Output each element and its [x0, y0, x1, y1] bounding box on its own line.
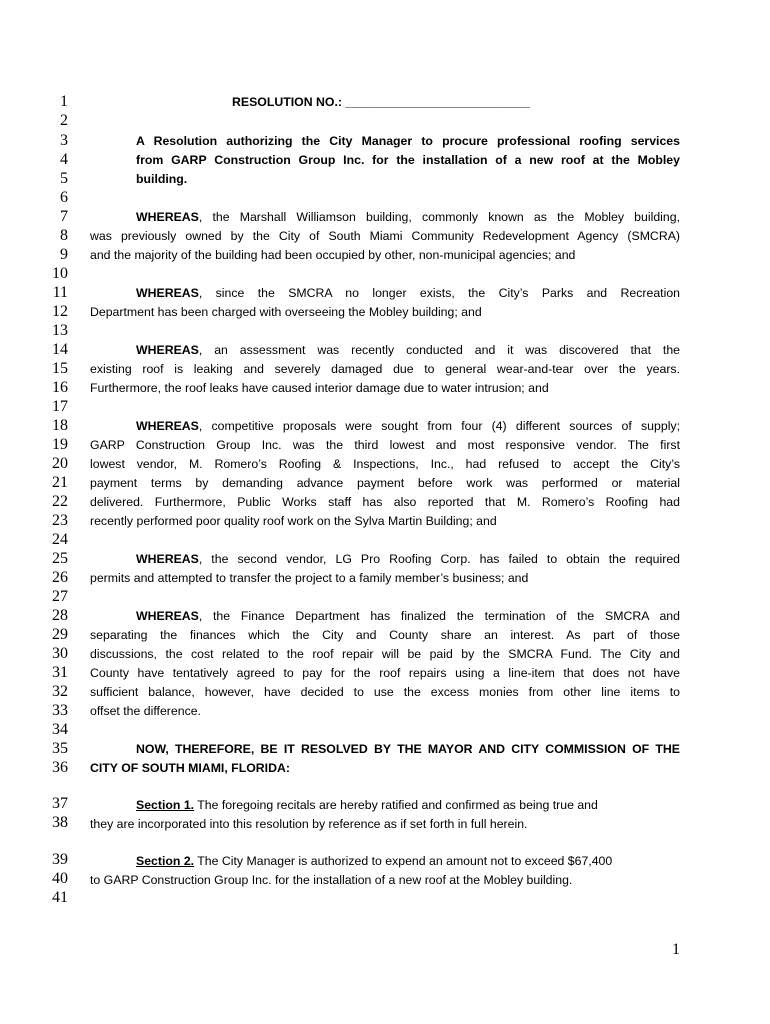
line-number: 4 [60, 151, 68, 168]
recital-line: recently performed poor quality roof work on the Sylva Martin Building; and [90, 514, 497, 528]
whereas-label: WHEREAS [136, 609, 199, 623]
line-number: 15 [52, 360, 68, 377]
recital-text: , an assessment was recently conducted and it was discovered that the [198, 343, 680, 357]
line-number: 23 [52, 512, 68, 529]
line-number: 38 [52, 814, 68, 831]
recital-line: payment terms by demanding advance payment before work was performed or material [90, 476, 680, 490]
line-number: 18 [52, 417, 68, 434]
recital-text: , the Finance Department has finalized the termination of the SMCRA and [198, 609, 680, 623]
page-number: 1 [672, 941, 680, 958]
line-number: 37 [52, 795, 68, 812]
section-1-label: Section 1. [136, 798, 195, 812]
line-number: 31 [52, 664, 68, 681]
caption-line: building. [136, 172, 188, 186]
recital-line: permits and attempted to transfer the project to a family member’s business; and [90, 571, 529, 585]
recital-line [136, 417, 680, 436]
resolution-title: RESOLUTION NO.: ___________________________ [232, 95, 531, 109]
section-line [136, 796, 680, 815]
section-text: The City Manager is authorized to expend an amount not to exceed $67,400 [194, 854, 613, 868]
recital-text: , the second vendor, LG Pro Roofing Corp. has failed to obtain the required [198, 552, 680, 566]
recital-text: , competitive proposals were sought from four (4) different sources of supply; [198, 419, 680, 433]
caption-line: from GARP Construction Group Inc. for the installation of a new roof at the Mobley [136, 153, 680, 167]
line-number: 14 [52, 341, 68, 358]
recital-line: GARP Construction Group Inc. was the third lowest and most responsive vendor. The first [90, 438, 680, 452]
recital-line: discussions, the cost related to the roof repair will be paid by the SMCRA Fund. The City and [90, 647, 680, 661]
line-number: 26 [52, 569, 68, 586]
recital-line: separating the finances which the City and County share an interest. As part of those [90, 628, 680, 642]
section-line: they are incorporated into this resolution by reference as if set forth in full herein. [90, 817, 528, 831]
line-number: 36 [52, 759, 68, 776]
line-number: 5 [60, 170, 68, 187]
section-text: The foregoing recitals are hereby ratified and confirmed as being true and [194, 798, 598, 812]
line-number: 39 [52, 851, 68, 868]
line-number: 8 [60, 227, 68, 244]
line-number: 13 [52, 322, 68, 339]
line-number: 35 [52, 740, 68, 757]
line-number: 30 [52, 645, 68, 662]
recital-line: was previously owned by the City of South Miami Community Redevelopment Agency (SMCRA) [90, 229, 680, 243]
line-number: 34 [52, 721, 68, 738]
line-number: 12 [52, 303, 68, 320]
line-number: 41 [52, 889, 68, 906]
recital-line: sufficient balance, however, have decided to use the excess monies from other line items to [90, 685, 680, 699]
line-number: 33 [52, 702, 68, 719]
resolved-line: CITY OF SOUTH MIAMI, FLORIDA: [90, 761, 290, 775]
line-number: 11 [52, 284, 68, 301]
line-number: 27 [52, 588, 68, 605]
section-line: to GARP Construction Group Inc. for the installation of a new roof at the Mobley building. [90, 873, 573, 887]
whereas-label: WHEREAS [136, 286, 199, 300]
line-number: 21 [52, 474, 68, 491]
line-number: 19 [52, 436, 68, 453]
section-2-label: Section 2. [136, 854, 195, 868]
recital-line [136, 550, 680, 569]
line-number: 3 [60, 132, 68, 149]
recital-line: and the majority of the building had been occupied by other, non-municipal agencies; and [90, 248, 576, 262]
whereas-label: WHEREAS [136, 343, 199, 357]
line-number: 10 [52, 265, 68, 282]
line-number: 6 [60, 189, 68, 206]
caption-line: A Resolution authorizing the City Manager to procure professional roofing services [136, 134, 680, 148]
resolved-line: NOW, THEREFORE, BE IT RESOLVED BY THE MAYOR AND CITY COMMISSION OF THE [136, 742, 680, 756]
line-number: 29 [52, 626, 68, 643]
recital-line: County have tentatively agreed to pay for the roof repairs using a line-item that does not have [90, 666, 680, 680]
line-number: 20 [52, 455, 68, 472]
recital-text: , since the SMCRA no longer exists, the City’s Parks and Recreation [198, 286, 680, 300]
line-number: 24 [52, 531, 68, 548]
recital-text: , the Marshall Williamson building, commonly known as the Mobley building, [198, 210, 680, 224]
recital-line [136, 284, 680, 303]
whereas-label: WHEREAS [136, 210, 199, 224]
recital-line: delivered. Furthermore, Public Works staff has also reported that M. Romero’s Roofing had [90, 495, 680, 509]
line-number: 40 [52, 870, 68, 887]
line-number: 1 [60, 93, 68, 110]
recital-line: existing roof is leaking and severely damaged due to general wear-and-tear over the years. [90, 362, 680, 376]
line-number: 32 [52, 683, 68, 700]
line-number: 7 [60, 208, 68, 225]
recital-line: Department has been charged with overseeing the Mobley building; and [90, 305, 482, 319]
line-number: 28 [52, 607, 68, 624]
recital-line [136, 341, 680, 360]
section-line [136, 852, 680, 871]
recital-line: Furthermore, the roof leaks have caused interior damage due to water intrusion; and [90, 381, 549, 395]
line-number: 22 [52, 493, 68, 510]
recital-line: offset the difference. [90, 704, 201, 718]
recital-line [136, 607, 680, 626]
line-number: 25 [52, 550, 68, 567]
whereas-label: WHEREAS [136, 419, 199, 433]
recital-line: lowest vendor, M. Romero’s Roofing & Inspections, Inc., had refused to accept the City’s [90, 457, 680, 471]
line-number: 9 [60, 246, 68, 263]
line-number: 2 [60, 112, 68, 129]
line-number: 17 [52, 398, 68, 415]
whereas-label: WHEREAS [136, 552, 199, 566]
recital-line [136, 208, 680, 227]
line-number: 16 [52, 379, 68, 396]
